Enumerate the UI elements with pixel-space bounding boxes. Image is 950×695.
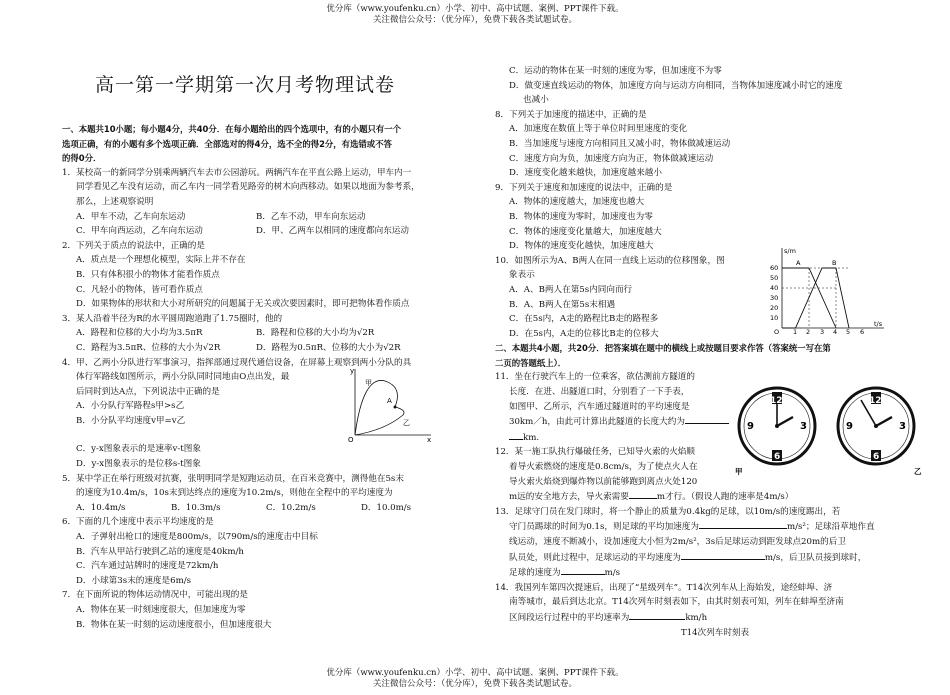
footer-line2: 关注微信公众号：（优分库），免费下载各类试题试卷。 [372, 679, 577, 689]
q10-xtick-0: O [774, 328, 780, 334]
page-header [0, 4, 950, 26]
q9-stem: 9．下列关于速度和加速度的说法中，正确的是 [495, 182, 673, 193]
q3-option-a: A．路程和位移的大小均为3.5πR [76, 328, 203, 339]
q12-stem-5: m才行。（假设人跑的速率是4m/s） [656, 492, 794, 503]
q12-stem-3: 导火索火焰烧到爆炸物以前能够跑到离点火处120 [509, 476, 698, 487]
q10-ytick-60: 60 [770, 264, 779, 272]
q6-option-d: D．小球第3s末的速度是6m/s [76, 575, 192, 586]
q14-stem-2: 南等城市，最后到达北京。T14次列车时刻表如下，由其时刻表可知，列车在蚌埠至济南 [509, 597, 844, 608]
q11-stem-2: 长度．在进、出隧道口时，分别看了一下手表， [509, 387, 690, 398]
q4-option-a: A．小分队行军路程s甲>s乙 [76, 401, 185, 412]
q4-a-label: A [387, 397, 392, 405]
clock-yi-num3: 3 [899, 421, 906, 432]
q12-stem-2: 着导火索燃烧的速度是0.8cm/s，为了使点火人在 [509, 462, 698, 473]
q4-origin-label: O [348, 436, 354, 443]
q6-option-c: C．汽车通过站牌时的速度是72km/h [76, 561, 219, 572]
q10-line-b [782, 268, 849, 328]
q4-option-c: C．y-x图象表示的是速率v-t图象 [76, 444, 201, 455]
right-column [495, 64, 935, 640]
clock-yi-num12: 12 [869, 396, 882, 406]
q4-option-b: B．小分队平均速度v甲=v乙 [76, 415, 186, 426]
q1-option-c: C．甲车向西运动，乙车向东运动 [76, 226, 203, 237]
q8-stem: 8．下列关于加速度的描述中，正确的是 [495, 109, 647, 120]
q4-y-label: y [350, 367, 355, 375]
q10-y-label: s/m [784, 247, 796, 255]
header-line2: 关注微信公众号：（优分库），免费下载各类试题试卷。 [372, 15, 577, 25]
page-footer [0, 668, 950, 690]
q5-option-a: A．10.4m/s [76, 502, 126, 513]
q11-stem: 11．坐在行驶汽车上的一位乘客，欲估测前方隧道的 [495, 372, 695, 383]
q2-option-a: A．质点是一个理想化模型，实际上并不存在 [76, 255, 246, 266]
q14-stem-3: 区间段运行过程中的平均速率为 [509, 612, 630, 623]
q12-stem: 12．某一施工队执行爆破任务，已知导火索的火焰顺 [495, 447, 695, 458]
clock-yi-num9: 9 [846, 421, 853, 432]
clock-yi-label: 乙 [914, 467, 922, 476]
q12-answer-blank[interactable] [629, 489, 657, 499]
q13-stem: 13．足球守门员在发门球时，将一个静止的质量为0.4kg的足球，以10m/s的速度踢出，若 [495, 506, 841, 517]
q10-x-label: t/s [874, 320, 883, 328]
q2-option-b: B．只有体积很小的物体才能看作质点 [76, 269, 220, 280]
header-line1: 优分库（www.youfenku.cn）小学、初中、高中试题、案例、PPT课件下载。 [326, 4, 624, 14]
q10-ytick-20: 20 [770, 304, 779, 312]
q13-stem-2: 守门员踢球的时间为0.1s，则足球的平均加速度为 [509, 522, 699, 533]
footer-line1: 优分库（www.youfenku.cn）小学、初中、高中试题、案例、PPT课件下载。 [326, 668, 624, 678]
q1-stem-3: 那么，上述观察说明 [76, 196, 154, 207]
q7-option-d-2: 也减小 [523, 95, 549, 106]
q13-stem-3: 线运动，速度不断减小，设加速度大小恒为2m/s²，3s后足球运动到距发球点20m的后卫 [509, 537, 846, 547]
q7-stem: 7．在下面所说的物体运动情况中，可能出现的是 [62, 590, 248, 601]
q11-stem-5: km. [523, 432, 540, 443]
q9-option-c: C．物体的速度变化量越大，加速度越大 [509, 226, 662, 237]
q13-blank-acceleration[interactable] [699, 519, 787, 529]
q7-option-b: B．物体在某一时刻的运动速度很小，但加速度很大 [76, 619, 272, 630]
clock-jia-num9: 9 [747, 421, 754, 432]
q6-option-a: A．子弹射出枪口的速度是800m/s，以790m/s的速度击中目标 [76, 532, 318, 543]
q4-x-label: x [427, 436, 432, 443]
q3-option-c: C．路程为3.5πR、位移的大小为√2R [76, 342, 221, 353]
q3-option-d: D．路程为0.5πR、位移的大小为√2R [256, 342, 401, 353]
q1-option-b: B．乙车不动，甲车向东运动 [256, 211, 366, 222]
q4-stem-2: 体行军路线如图所示，两小分队同时同地由O点出发，最 [76, 372, 290, 383]
q3-option-b: B．路程和位移的大小均为√2R [256, 328, 375, 339]
q3-stem: 3．某人沿着半径为R的水平圆周跑道跑了1.75圈时，他的 [62, 313, 283, 324]
q6-option-b: B．汽车从甲站行驶到乙站的速度是40km/h [76, 546, 244, 557]
q2-stem: 2．下列关于质点的说法中，正确的是 [62, 240, 205, 251]
q10-stem: 10．如图所示为A、B两人在同一直线上运动的位移图象，图 [495, 255, 725, 266]
q10-position-graph [766, 244, 890, 334]
q9-option-b: B．物体的速度为零时，加速度也为零 [509, 211, 653, 222]
q1-stem-2: 同学看见乙车没有运动，而乙车内一同学看见路旁的树木向西移动。如果以地面为参考系， [76, 182, 420, 193]
q9-option-d: D．物体的速度变化越快，加速度越大 [509, 241, 654, 252]
q10-stem-2: 象表示 [509, 270, 535, 281]
section1-instructions: 一、本题共10小题；每小题4分，共40分．在每小题给出的四个选项中，有的小题只有一个 [62, 124, 402, 134]
q2-option-d: D．如果物体的形状和大小对所研究的问题属于无关或次要因素时，即可把物体看作质点 [76, 299, 410, 310]
q4-jia-label: 甲 [365, 379, 372, 387]
section1-instructions-3: 的得0分． [62, 153, 102, 164]
clock-yi [838, 388, 922, 476]
q4-yi-label: 乙 [403, 419, 410, 427]
q10-ytick-40: 40 [770, 284, 779, 292]
q8-option-d: D．速度变化越来越快，加速度越来越小 [509, 168, 662, 179]
q14-stem: 14．我国列车第四次提速后，出现了“星级列车”。T14次列车从上海始发，途经蚌埠、济 [495, 582, 833, 593]
q11-answer-blank-cont[interactable] [509, 430, 523, 440]
q10-xtick-4: 4 [833, 328, 838, 334]
q4-stem: 4．甲、乙两小分队进行军事演习，指挥部通过现代通信设备，在屏幕上观察到两小分队的具 [62, 357, 412, 368]
q5-option-d: D．10.0m/s [361, 502, 412, 513]
q4-path-jia [355, 380, 397, 435]
q11-stem-4: 30km／h，由此可计算出此隧道的长度大约为 [509, 417, 685, 428]
q10-option-d: D．在5s内，A走的位移比B走的位移大 [509, 328, 659, 339]
q10-ytick-30: 30 [770, 294, 779, 302]
q13-stem-2b: m/s²；足球沿草地作直 [786, 522, 875, 533]
q13-blank-final-speed[interactable] [561, 565, 605, 575]
exam-title: 高一第一学期第一次月考物理试卷 [94, 74, 395, 96]
q13-stem-4: 队员处，则此过程中，足球运动的平均速度为 [509, 552, 681, 563]
q10-ytick-50: 50 [770, 274, 779, 282]
q8-option-b: B．当加速度与速度方向相同且又减小时，物体做减速运动 [509, 138, 731, 149]
q4-route-figure [345, 365, 435, 443]
q5-stem: 5．某中学正在举行班级对抗赛，张明明同学是短跑运动员，在百米竞赛中，测得他在5s末 [62, 473, 404, 484]
q10-xtick-6: 6 [860, 328, 865, 334]
q6-stem: 6．下面的几个速度中表示平均速度的是 [62, 517, 214, 528]
q10-ytick-10: 10 [770, 314, 779, 322]
q1-option-a: A．甲车不动，乙车向东运动 [76, 211, 186, 222]
q14-stem-3b: km/h [685, 612, 708, 623]
q12-stem-4: m远的安全地方去，导火索需要 [509, 492, 629, 503]
q14-table-caption: T14次列车时刻表 [680, 627, 750, 638]
clock-jia-label: 甲 [735, 467, 743, 476]
clock-jia-num6: 6 [774, 452, 781, 462]
q7-option-c: C．运动的物体在某一时刻的速度为零，但加速度不为零 [509, 66, 722, 76]
q9-option-a: A．物体的速度越大，加速度也越大 [509, 197, 645, 208]
q10-label-b: B [832, 259, 837, 267]
q10-xtick-1: 1 [793, 328, 798, 334]
clock-jia [735, 388, 815, 476]
section2-instructions: 二、本题共4小题，共20分．把答案填在题中的横线上或按题目要求作答（答案统一写在第 [495, 343, 831, 354]
q10-label-a: A [796, 259, 801, 267]
clock-jia-num12: 12 [770, 396, 783, 406]
q13-stem-5: 足球的速度为 [509, 568, 561, 579]
q11-clocks-figure [730, 382, 930, 478]
q11-answer-blank[interactable] [685, 414, 729, 424]
q11-stem-3: 如图甲、乙所示，汽车通过隧道时的平均速度是 [509, 401, 690, 412]
q10-xtick-3: 3 [820, 328, 825, 334]
q13-blank-avg-speed[interactable] [681, 550, 765, 560]
q13-stem-5b: m/s [604, 568, 621, 579]
clock-jia-num3: 3 [800, 421, 807, 432]
q7-option-a: A．物体在某一时刻速度很大，但加速度为零 [76, 605, 246, 615]
q5-option-c: C．10.2m/s [266, 502, 316, 513]
q10-xtick-2: 2 [806, 328, 811, 334]
q7-option-d: D．做变速直线运动的物体，加速度方向与运动方向相同，当物体加速度减小时它的速度 [509, 80, 843, 91]
clock-yi-num6: 6 [873, 452, 880, 462]
q10-option-a: A．A、B两人在第5s内同向而行 [509, 284, 633, 295]
q8-option-a: A．加速度在数值上等于单位时间里速度的变化 [509, 124, 688, 135]
q5-stem-2: 的速度为10.4m/s，10s末到达终点的速度为10.2m/s，则他在全程中的平均速度为 [76, 488, 393, 499]
q8-option-c: C．速度方向为负，加速度方向为正，物体做减速运动 [509, 153, 714, 164]
section2-instructions-2: 二页的答题纸上）． [495, 357, 567, 368]
q4-path-yi [355, 407, 404, 435]
q4-option-d: D．y-x图象表示的是位移s-t图象 [76, 459, 201, 470]
q1-option-d: D．甲、乙两车以相同的速度都向东运动 [256, 226, 409, 237]
q13-stem-4b: m/s，后卫队员接到球时， [764, 552, 867, 563]
q4-stem-3: 后同时到达A点，下列说法中正确的是 [76, 386, 220, 397]
q10-xtick-5: 5 [846, 328, 851, 334]
section1-instructions-2: 选项正确，有的小题有多个选项正确．全部选对的得4分，选不全的得2分，有选错或不答 [62, 138, 392, 149]
q14-answer-blank[interactable] [629, 610, 685, 620]
q10-option-b: B．A、B两人在第5s末相遇 [509, 299, 616, 310]
q10-option-c: C．在5s内，A走的路程比B走的路程多 [509, 314, 659, 325]
q1-stem: 1．某校高一的新同学分别乘两辆汽车去市公园游玩。两辆汽车在平直公路上运动，甲车内一 [62, 167, 412, 178]
q2-option-c: C．凡轻小的物体，皆可看作质点 [76, 284, 203, 295]
q5-option-b: B．10.3m/s [171, 502, 221, 513]
q4-point-a [394, 406, 397, 409]
